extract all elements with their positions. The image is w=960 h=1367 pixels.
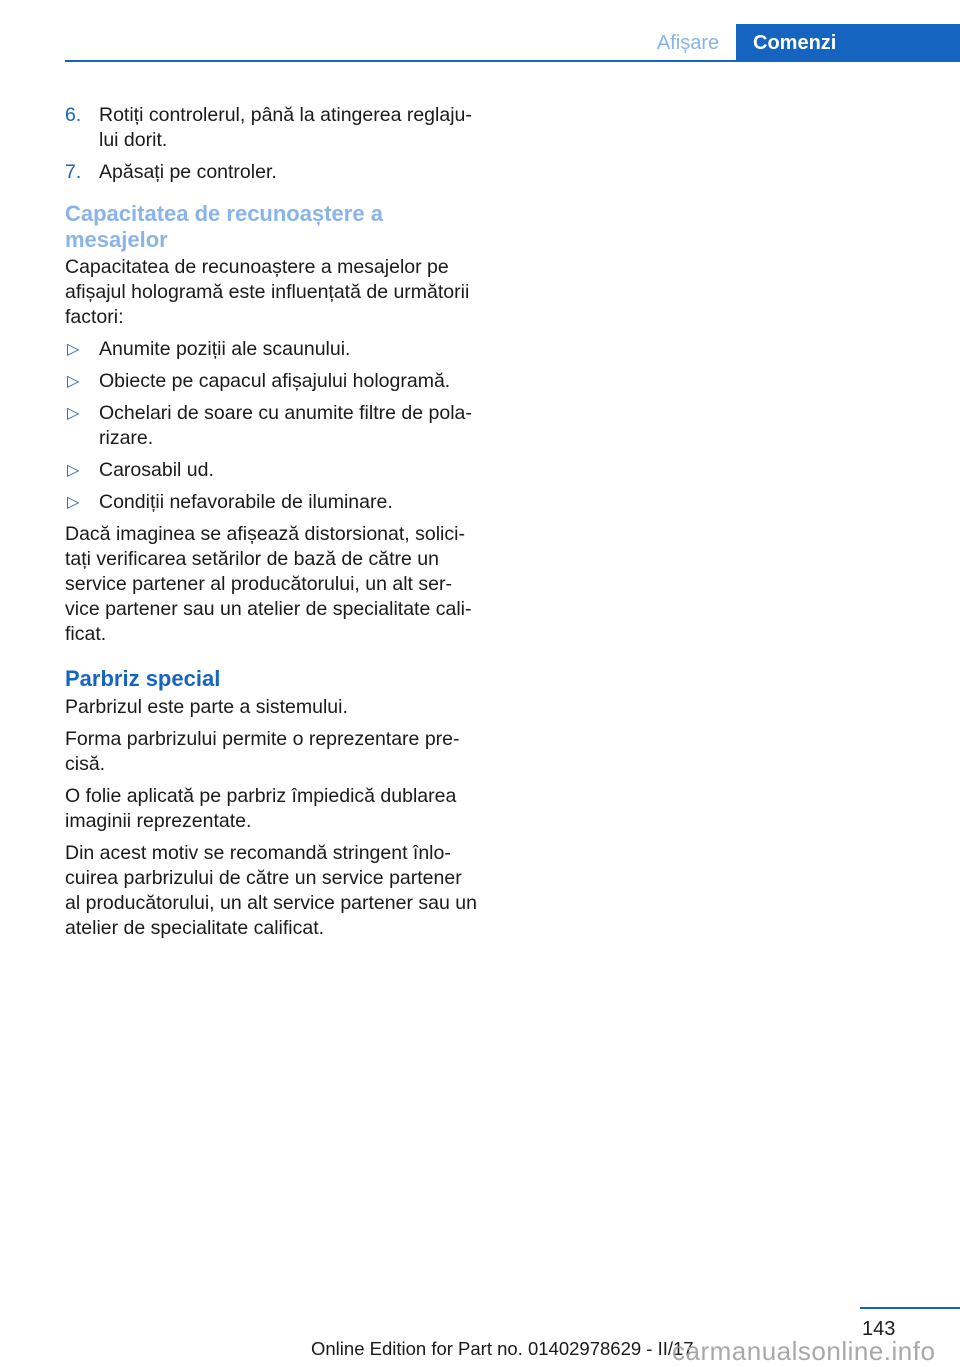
bullet-text: Carosabil ud. (99, 459, 214, 481)
windshield-paragraph: Parbrizul este parte a sistemului. (65, 696, 348, 718)
page-content (65, 103, 480, 948)
footer-divider (860, 1307, 960, 1309)
step-number: 7. (65, 161, 82, 183)
bullet-text: Anumite poziții ale scaunului. (99, 338, 351, 360)
list-item (65, 458, 480, 483)
header-chapter-tab[interactable]: Comenzi (736, 24, 960, 62)
bullet-text: Obiecte pe capacul afișajului hologramă. (99, 370, 451, 392)
list-item (65, 369, 480, 394)
recognition-intro: Capacitatea de recunoaștere a mesajelor pe afișajul hologramă este influențată de următorii factori: (65, 256, 470, 328)
step-number: 6. (65, 104, 82, 126)
windshield-paragraph: O folie aplicată pe parbriz împiedică dublarea imaginii reprezentate. (65, 785, 457, 832)
section-heading-windshield: Parbriz special (65, 666, 221, 691)
page-number: 143 (862, 1318, 896, 1340)
edition-note: Online Edition for Part no. 01402978629 - II/17 (311, 1338, 694, 1359)
section-heading-recognition: Capacitatea de recunoaștere a mesajelor (65, 201, 383, 252)
header-section-tab[interactable]: Afișare (656, 32, 720, 54)
bullet-text: Ochelari de soare cu anumite filtre de pola-rizare. (99, 402, 472, 449)
triangle-bullet-icon: ▷ (67, 494, 80, 511)
triangle-bullet-icon: ▷ (67, 373, 80, 390)
windshield-paragraph: Forma parbrizului permite o reprezentare pre-cisă. (65, 728, 460, 775)
windshield-paragraph: Din acest motiv se recomandă stringent înlo-cuirea parbrizului de către un service partener al producătorului, un alt service partener sau un atelier de specialitate calificat. (65, 842, 477, 939)
bullet-text: Condiții nefavorabile de iluminare. (99, 491, 393, 513)
step-text: Rotiți controlerul, până la atingerea reglaju- lui dorit. (99, 104, 472, 151)
recognition-note: Dacă imaginea se afișează distorsionat, solici-tați verificarea setărilor de bază de către un service partener al producătorului, un alt ser-vice partener sau un atelier de specialitate cali-ficat. (65, 523, 472, 645)
list-item (65, 401, 480, 451)
triangle-bullet-icon: ▷ (67, 462, 80, 479)
step-text: Apăsați pe controler. (99, 161, 277, 183)
list-item (65, 160, 480, 185)
triangle-bullet-icon: ▷ (67, 405, 80, 422)
factors-list (65, 337, 480, 515)
list-item (65, 103, 480, 153)
header-divider (65, 60, 960, 62)
watermark: carmanualsonline.info (672, 1336, 936, 1366)
triangle-bullet-icon: ▷ (67, 341, 80, 358)
list-item (65, 337, 480, 362)
steps-list (65, 103, 480, 185)
list-item (65, 490, 480, 515)
